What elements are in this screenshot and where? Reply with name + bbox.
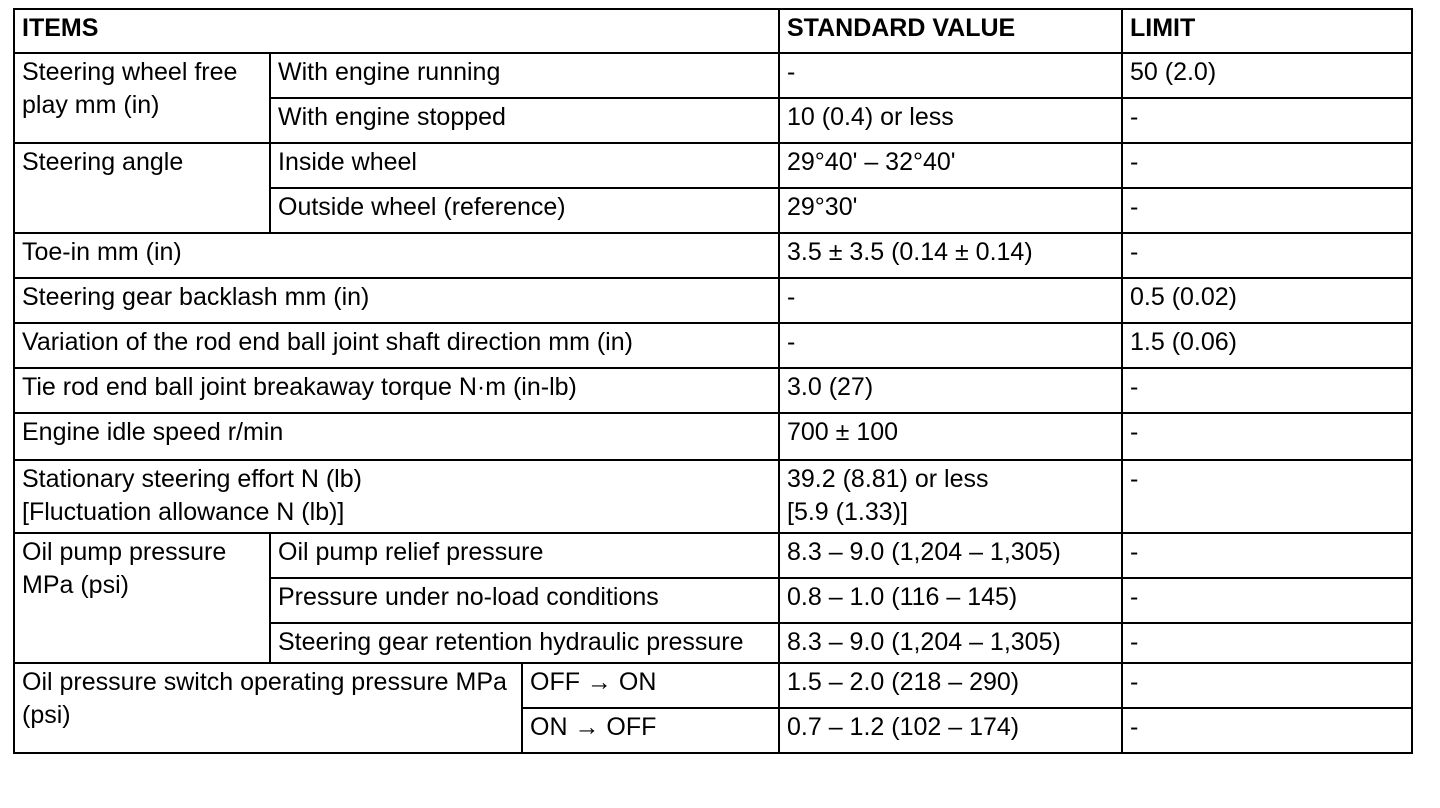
table-row [14,53,1412,98]
condition-off-to-on: OFF → ON [522,663,779,708]
condition-outside-wheel: Outside wheel (reference) [270,188,779,233]
limit-engine-running: 50 (2.0) [1122,53,1412,98]
table-row [14,368,1412,413]
limit-on-to-off: - [1122,708,1412,753]
standard-engine-running: - [779,53,1122,98]
standard-rod-end-variation: - [779,323,1122,368]
item-steering-gear-backlash: Steering gear backlash mm (in) [14,278,779,323]
limit-oil-pump-relief: - [1122,533,1412,578]
condition-on-to-off: ON → OFF [522,708,779,753]
condition-engine-stopped: With engine stopped [270,98,779,143]
item-steering-wheel-free-play: Steering wheel free play mm (in) [14,53,270,143]
standard-inside-wheel: 29°40' – 32°40' [779,143,1122,188]
item-rod-end-variation: Variation of the rod end ball joint shaft direction mm (in) [14,323,779,368]
limit-rod-end-variation: 1.5 (0.06) [1122,323,1412,368]
standard-no-load: 0.8 – 1.0 (116 – 145) [779,578,1122,623]
limit-outside-wheel: - [1122,188,1412,233]
standard-fluctuation-allowance-line: [5.9 (1.33)] [787,498,908,526]
standard-engine-idle-speed: 700 ± 100 [779,413,1122,460]
standard-on-to-off: 0.7 – 1.2 (102 – 174) [779,708,1122,753]
standard-gear-retention: 8.3 – 9.0 (1,204 – 1,305) [779,623,1122,663]
item-steering-effort-line: Stationary steering effort N (lb) [22,465,362,493]
standard-breakaway-torque: 3.0 (27) [779,368,1122,413]
table-row [14,143,1412,188]
limit-engine-stopped: - [1122,98,1412,143]
limit-breakaway-torque: - [1122,368,1412,413]
item-steering-angle: Steering angle [14,143,270,233]
item-stationary-steering-effort [14,460,779,533]
item-engine-idle-speed: Engine idle speed r/min [14,413,779,460]
header-limit: LIMIT [1122,9,1412,53]
table-row [14,533,1412,578]
item-breakaway-torque: Tie rod end ball joint breakaway torque N·m (in-lb) [14,368,779,413]
table-row [14,413,1412,460]
header-items: ITEMS [14,9,779,53]
header-standard-value: STANDARD VALUE [779,9,1122,53]
table-row [14,233,1412,278]
condition-oil-pump-relief: Oil pump relief pressure [270,533,779,578]
item-toe-in: Toe-in mm (in) [14,233,779,278]
item-oil-pump-pressure: Oil pump pressure MPa (psi) [14,533,270,663]
limit-toe-in: - [1122,233,1412,278]
standard-outside-wheel: 29°30' [779,188,1122,233]
standard-off-to-on: 1.5 – 2.0 (218 – 290) [779,663,1122,708]
limit-off-to-on: - [1122,663,1412,708]
standard-stationary-steering-effort [779,460,1122,533]
item-oil-pressure-switch: Oil pressure switch operating pressure MPa (psi) [14,663,522,753]
limit-inside-wheel: - [1122,143,1412,188]
standard-engine-stopped: 10 (0.4) or less [779,98,1122,143]
condition-inside-wheel: Inside wheel [270,143,779,188]
table-row [14,278,1412,323]
limit-gear-retention: - [1122,623,1412,663]
table-row [14,323,1412,368]
limit-no-load: - [1122,578,1412,623]
standard-steering-effort-line: 39.2 (8.81) or less [787,465,989,493]
limit-steering-gear-backlash: 0.5 (0.02) [1122,278,1412,323]
item-fluctuation-allowance-line: [Fluctuation allowance N (lb)] [22,498,345,526]
standard-steering-gear-backlash: - [779,278,1122,323]
condition-engine-running: With engine running [270,53,779,98]
standard-oil-pump-relief: 8.3 – 9.0 (1,204 – 1,305) [779,533,1122,578]
limit-engine-idle-speed: - [1122,413,1412,460]
condition-gear-retention: Steering gear retention hydraulic pressure [270,623,779,663]
standard-toe-in: 3.5 ± 3.5 (0.14 ± 0.14) [779,233,1122,278]
specifications-table [13,8,1413,754]
condition-no-load: Pressure under no-load conditions [270,578,779,623]
table-row [14,663,1412,708]
header-row [14,9,1412,53]
limit-stationary-steering-effort: - [1122,460,1412,533]
table-row [14,460,1412,533]
